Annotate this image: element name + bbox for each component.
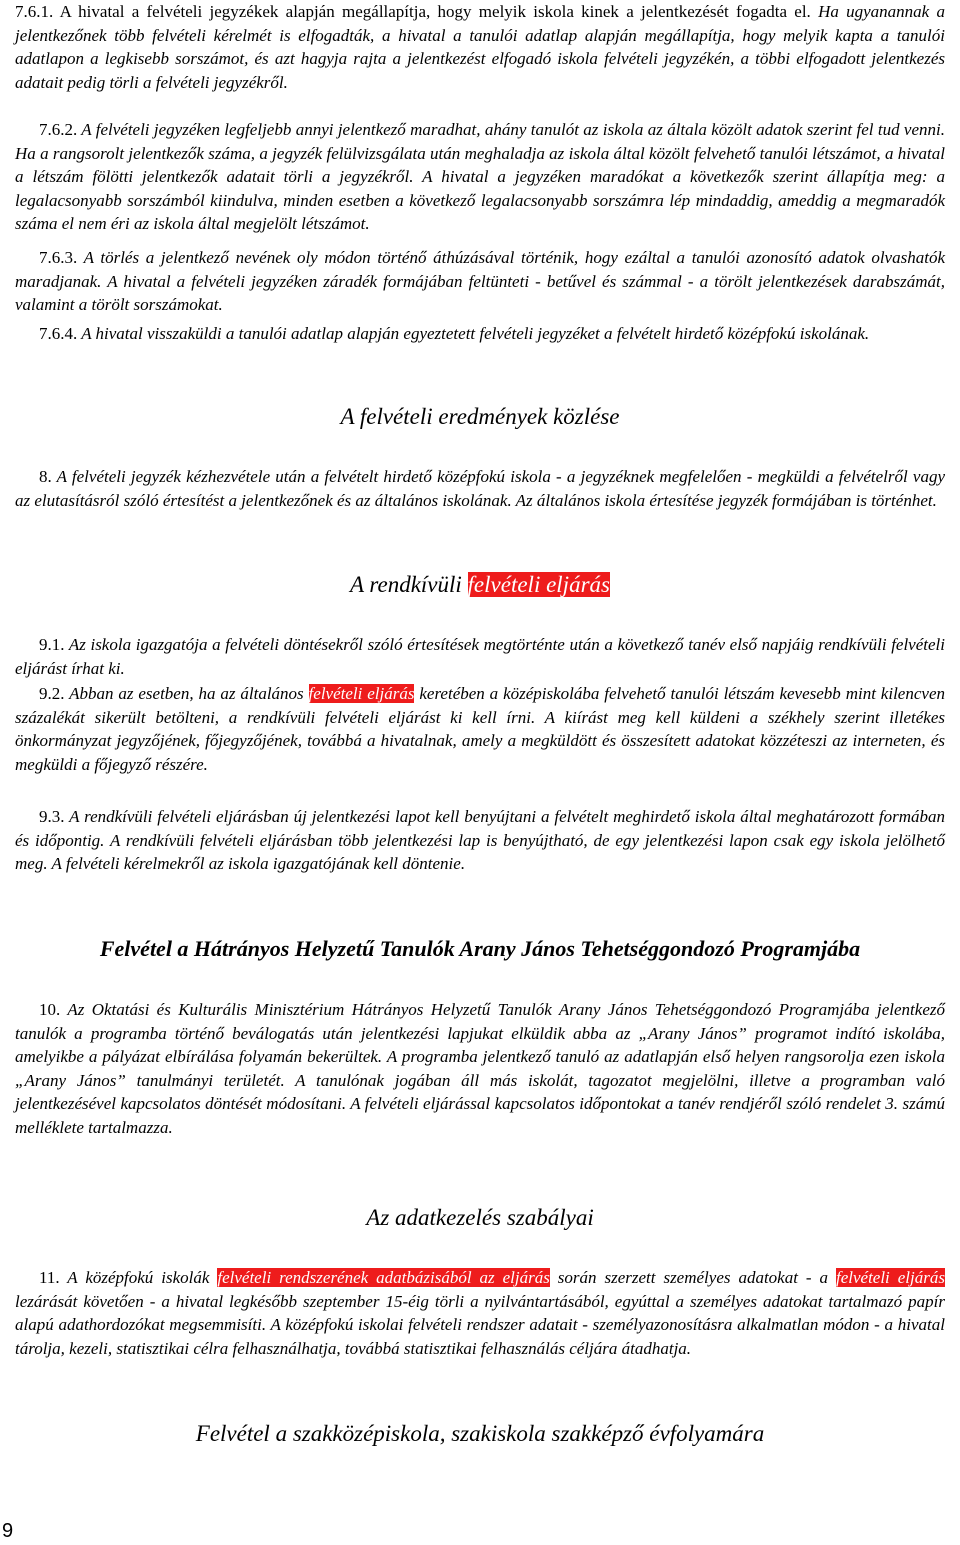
paragraph-11-body-a: A középfokú iskolák (59, 1268, 218, 1287)
paragraph-10 (15, 998, 945, 1140)
paragraph-11-highlight-1: felvételi rendszerének adatbázisából az eljárás (217, 1268, 550, 1287)
paragraph-7-6-3 (15, 246, 945, 317)
paragraph-7-6-3-body: A törlés a jelentkező nevének oly módon történő áthúzásával történik, hogy ezáltal a tanulói azonosító adatok olvashatók maradjanak. A hivatal a felvételi jegyzéken záradék formájában feltünteti - betűvel és számmal - a törölt jelentkezések darabszámát, valamint a törölt sorszámokat. (15, 248, 945, 315)
paragraph-8 (15, 465, 945, 512)
paragraph-11-number: 11. (39, 1268, 60, 1287)
heading-vocational: Felvétel a szakközépiskola, szakiskola szakképző évfolyamára (195, 1421, 765, 1446)
heading-data-handling: Az adatkezelés szabályai (366, 1205, 594, 1230)
paragraph-7-6-4-number: 7.6.4. (39, 324, 78, 343)
paragraph-8-body: A felvételi jegyzék kézhezvétele után a felvételt hirdető középfokú iskola - a jegyzéknek megfelelően - megküldi a felvételről vagy az elutasításról szóló értesítést a jelentkezőnek és az általános iskolának. Az általános iskola értesítése jegyzék formájában is történhet. (15, 467, 945, 510)
paragraph-9-2-body-b: keretében a középiskolába felvehető tanulói létszám kevesebb mint kilencven százalékát sikerült betölteni, a rendkívüli felvételi eljárást ki kell írni. A kiírást meg kell küldeni a székhely szerint illetékes önkormányzat jegyzőjének, főjegyzőjének, továbbá a hivatalnak, amely a megküldött és összesített adatokat közzéteszi az interneten, és megküldi a főjegyző részére. (15, 684, 945, 774)
heading-extraordinary (15, 570, 945, 600)
paragraph-10-body: Az Oktatási és Kulturális Minisztérium Hátrányos Helyzetű Tanulók Arany János Tehetséggondozó Programjába jelentkező tanulók a programba történő beválogatás után jelentkezési lapjukat elküldik abba az „Arany János” programot indító iskolába, amelyikbe a pályázat elbírálása folyamán bekerültek. A programba jelentkező tanuló az adatlapján első helyen rangsorolja ezen iskola „Arany János” tanulmányi területét. A tanulónak jogában áll más iskolát, tagozatot megjelölni, illetve a programban való jelentkezésével kapcsolatos döntését módosítani. A felvételi eljárással kapcsolatos időpontokat a tanév rendjéről szóló rendelet 3. számú melléklete tartalmazza. (15, 1000, 945, 1137)
paragraph-8-number: 8. (39, 467, 52, 486)
heading-results: A felvételi eredmények közlése (340, 404, 620, 429)
paragraph-7-6-4 (15, 322, 945, 346)
paragraph-7-6-2-number: 7.6.2. (39, 120, 78, 139)
paragraph-9-2-highlight: felvételi eljárás (308, 684, 415, 703)
paragraph-10-number: 10. (39, 1000, 61, 1019)
page-number: 9 (2, 1520, 14, 1542)
paragraph-9-3-number: 9.3. (39, 807, 65, 826)
paragraph-9-2-number: 9.2. (39, 684, 65, 703)
paragraph-7-6-1 (15, 0, 945, 94)
heading-extraordinary-text: A rendkívüli (350, 572, 468, 597)
paragraph-11-body-c: lezárását követően - a hivatal legkésőbb szeptember 15-éig törli a nyilvántartásából, egyúttal a személyes adatokat tartalmazó papír alapú adathordozókat megsemmisíti. A középfokú iskolai felvételi rendszer adatait - személyazonosításra alkalmatlan módon - a hivatal tárolja, kezeli, statisztikai célra felhasználhatja, továbbá statisztikai felhasználás céljára átadhatja. (15, 1291, 945, 1358)
paragraph-9-2-body-a: Abban az esetben, ha az általános (64, 684, 309, 703)
paragraph-7-6-1-lead: 7.6.1. A hivatal a felvételi jegyzékek alapján megállapítja, hogy melyik iskola kinek a jelentkezését fogadta el. (15, 2, 811, 21)
paragraph-7-6-3-number: 7.6.3. (39, 248, 78, 267)
paragraph-7-6-1-body: Ha ugyanannak a jelentkezőnek több felvételi kérelmét is elfogadták, a hivatal a tanulói adatlap alapján megállapítja, hogy melyik kapta a tanulói adatlapon a legkisebb sorszámot, és azt hagyja rajta a jelentkezést elfogadó iskola felvételi jegyzékén, a többi elfogadott jelentkezés adatait pedig törli a felvételi jegyzékről. (15, 2, 945, 92)
paragraph-11-highlight-2: felvételi eljárás (835, 1268, 945, 1287)
paragraph-9-2 (15, 682, 945, 776)
paragraph-9-1 (15, 633, 945, 680)
paragraph-9-3-body: A rendkívüli felvételi eljárásban új jelentkezési lapot kell benyújtani a felvételt meghirdető iskola által meghatározott formában és időpontig. A rendkívüli felvételi eljárásban több jelentkezési lap is benyújtható, de egy jelentkezési lapon csak egy iskola jelölhető meg. A felvételi kérelmekről az iskola igazgatójának kell döntenie. (15, 807, 945, 874)
paragraph-7-6-4-body: A hivatal visszaküldi a tanulói adatlap alapján egyeztetett felvételi jegyzéket a felvételt hirdető középfokú iskolának. (77, 324, 870, 343)
paragraph-9-1-body: Az iskola igazgatója a felvételi döntésekről szóló értesítések megtörténte után a következő tanév első napjáig rendkívüli felvételi eljárást írhat ki. (15, 635, 945, 678)
paragraph-11-body-b: során szerzett személyes adatokat - a (549, 1268, 836, 1287)
heading-arany-janos: Felvétel a Hátrányos Helyzetű Tanulók Arany János Tehetséggondozó Programjába (99, 936, 861, 961)
paragraph-9-3 (15, 805, 945, 876)
paragraph-11 (15, 1266, 945, 1360)
heading-extraordinary-highlight: felvételi eljárás (467, 572, 610, 597)
paragraph-7-6-2 (15, 118, 945, 236)
paragraph-9-1-number: 9.1. (39, 635, 65, 654)
paragraph-7-6-2-body: A felvételi jegyzéken legfeljebb annyi jelentkező maradhat, ahány tanulót az iskola az általa közölt adatok szerint fel tud venni. Ha a rangsorolt jelentkezők száma, a jegyzék felülvizsgálata után meghaladja az iskola által közölt felvehető tanulói létszámot, a hivatal a létszám fölötti jelentkezők adatait törli a jegyzékről. A hivatal a jegyzéken maradókat a következők szerint állapítja meg: a legalacsonyabb sorszámból kiindulva, minden esetben a következő legalacsonyabb sorszámra lép mindaddig, ameddig a megmaradók száma el nem éri az iskola által megjelölt létszámot. (15, 120, 945, 234)
